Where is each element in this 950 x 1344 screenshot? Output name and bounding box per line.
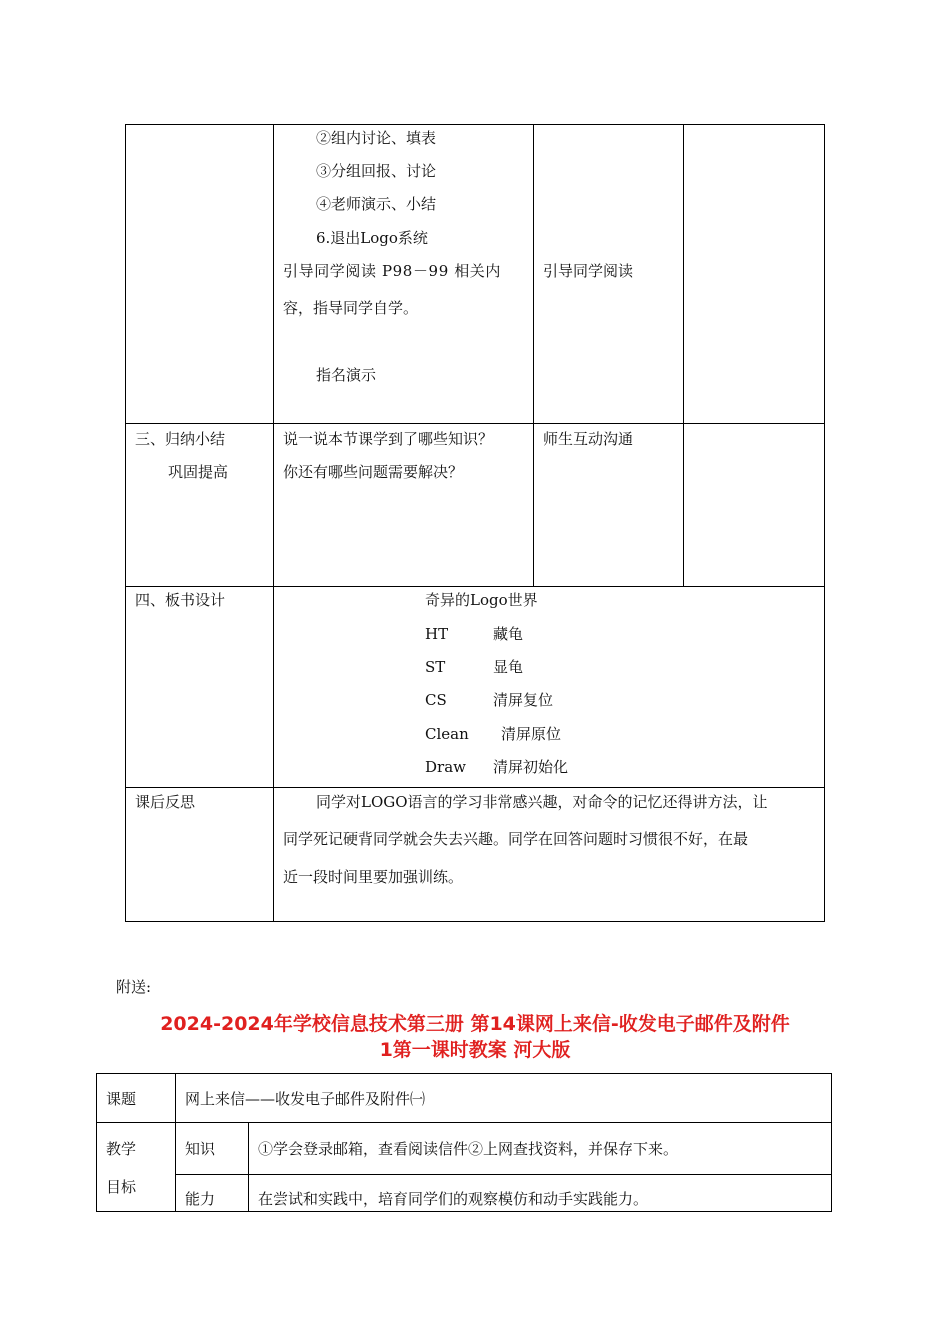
goal-label: 教学 (106, 1140, 137, 1158)
goal-label: 目标 (106, 1178, 137, 1196)
attachment-label: 附送: (116, 978, 152, 996)
reflection-text: 同学对LOGO语言的学习非常感兴趣，对命令的记忆还得讲方法，让 (316, 793, 768, 811)
step-text: 6.退出Logo系统 (316, 229, 428, 247)
step-text: ④老师演示、小结 (316, 195, 437, 213)
table-border (273, 124, 274, 922)
reflection-label: 课后反思 (135, 793, 196, 811)
ability-value: 在尝试和实践中，培育同学们的观察模仿和动手实践能力。 (258, 1190, 649, 1208)
student-activity-text: 引导同学阅读 (543, 262, 634, 280)
command-code: Draw (425, 758, 466, 776)
teacher-text: 你还有哪些问题需要解决？ (283, 463, 464, 481)
command-desc: 清屏初始化 (493, 758, 569, 776)
knowledge-label: 知识 (185, 1140, 216, 1158)
command-code: HT (425, 625, 449, 643)
reflection-text: 近一段时间里要加强训练。 (283, 868, 464, 886)
table-border (125, 921, 825, 922)
table-border (125, 124, 126, 922)
table-border (248, 1122, 249, 1212)
command-desc: 清屏复位 (493, 691, 554, 709)
table-border (533, 124, 534, 587)
table-border (96, 1211, 832, 1212)
table-border (824, 124, 825, 922)
teacher-text: 说一说本节课学到了哪些知识？ (283, 430, 494, 448)
step-text: ②组内讨论、填表 (316, 129, 437, 147)
topic-value: 网上来信——收发电子邮件及附件㈠ (185, 1090, 426, 1108)
ability-label: 能力 (185, 1190, 216, 1208)
command-desc: 显龟 (493, 658, 524, 676)
table-border (96, 1122, 832, 1123)
table-border (125, 586, 825, 587)
board-title: 奇异的Logo世界 (425, 591, 538, 609)
command-desc: 藏龟 (493, 625, 524, 643)
table-border (683, 124, 684, 587)
table-border (175, 1174, 832, 1175)
command-code: ST (425, 658, 446, 676)
command-desc: 清屏原位 (501, 725, 562, 743)
stage-label: 三、归纳小结 (135, 430, 226, 448)
demo-text: 指名演示 (316, 366, 377, 384)
table-border (96, 1073, 97, 1212)
topic-label: 课题 (106, 1090, 137, 1108)
stage-label: 巩固提高 (168, 463, 229, 481)
page-title-line2: 1第一课时教案 河大版 (379, 1039, 571, 1061)
reflection-text: 同学死记硬背同学就会失去兴趣。同学在回答问题时习惯很不好，在最 (283, 830, 749, 848)
command-code: Clean (425, 725, 469, 743)
command-code: CS (425, 691, 447, 709)
table-border (125, 124, 825, 125)
student-activity-text: 师生互动沟通 (543, 430, 634, 448)
table-border (125, 423, 825, 424)
guide-text: 容，指导同学自学。 (283, 299, 419, 317)
table-border (96, 1073, 832, 1074)
table-border (831, 1073, 832, 1212)
table-border (175, 1073, 176, 1212)
stage-label: 四、板书设计 (135, 591, 226, 609)
knowledge-value: ①学会登录邮箱，查看阅读信件②上网查找资料，并保存下来。 (258, 1140, 679, 1158)
table-border (125, 787, 825, 788)
guide-text: 引导同学阅读 P98－99 相关内 (283, 262, 502, 280)
step-text: ③分组回报、讨论 (316, 162, 437, 180)
page-title: 2024-2024年学校信息技术第三册 第14课网上来信-收发电子邮件及附件 (160, 1013, 790, 1035)
